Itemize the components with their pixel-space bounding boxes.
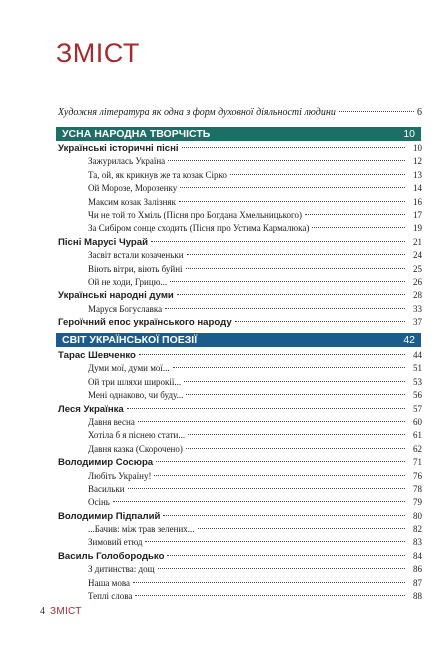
- toc-work-entry[interactable]: [58, 363, 422, 374]
- toc-work-entry[interactable]: [58, 223, 422, 234]
- section-title: СВІТ УКРАЇНСЬКОЇ ПОЕЗІЇ: [62, 334, 198, 346]
- section-page: 10: [403, 128, 415, 140]
- toc-entry-page: 21: [413, 236, 422, 247]
- toc-entry-page: 44: [413, 350, 422, 360]
- toc-work-entry[interactable]: [58, 444, 422, 455]
- dot-leader: [151, 241, 405, 242]
- toc-entry-title: Зажурилась Україна: [88, 156, 166, 167]
- toc-entry-page: 19: [413, 223, 422, 234]
- toc-author-entry[interactable]: [58, 404, 422, 415]
- section-list-poetry: [58, 350, 422, 604]
- toc-entry-page: 79: [413, 497, 422, 508]
- toc-entry-title: Ой три шляхи широкії...: [88, 376, 182, 387]
- toc-entry-title: Наша мова: [88, 577, 130, 588]
- toc-author-entry[interactable]: [58, 457, 422, 468]
- toc-work-entry[interactable]: [58, 183, 422, 194]
- toc-entry-page: 61: [413, 430, 422, 441]
- toc-entry-page: 86: [413, 564, 422, 575]
- toc-work-entry[interactable]: [58, 390, 422, 401]
- toc-work-entry[interactable]: [58, 264, 422, 275]
- toc-entry-page: 12: [413, 156, 422, 167]
- dot-leader: [305, 214, 405, 215]
- toc-entry-title: Засвіт встали козаченьки: [88, 250, 184, 261]
- toc-entry-page: 71: [413, 457, 422, 468]
- toc-work-entry[interactable]: [58, 417, 422, 428]
- section-list-folk: [58, 143, 422, 330]
- footer-page-number: 4: [40, 606, 45, 617]
- dot-leader: [186, 394, 405, 395]
- toc-entry-page: 24: [413, 250, 422, 261]
- dot-leader: [139, 354, 405, 355]
- toc-author-entry[interactable]: [58, 350, 422, 361]
- toc-work-entry[interactable]: [58, 564, 422, 575]
- toc-entry-page: 56: [413, 390, 422, 401]
- toc-entry-title: Чи не той то Хміль (Пісня про Богдана Хмельницького): [88, 209, 302, 220]
- dot-leader: [128, 488, 405, 489]
- toc-work-entry[interactable]: [58, 197, 422, 208]
- toc-entry-page: 87: [413, 577, 422, 588]
- toc-entry-title: Героїчний епос українського народу: [58, 317, 232, 329]
- dot-leader: [198, 528, 405, 529]
- dot-leader: [158, 568, 405, 569]
- toc-entry-page: 53: [413, 376, 422, 387]
- toc-work-entry[interactable]: [58, 484, 422, 495]
- dot-leader: [186, 268, 405, 269]
- toc-entry-title: Давня казка (Скорочено): [88, 443, 183, 454]
- toc-entry-page: 76: [413, 470, 422, 481]
- dot-leader: [188, 434, 405, 435]
- toc-entry-title: Маруся Богуславка: [88, 303, 163, 314]
- dot-leader: [154, 475, 405, 476]
- toc-entry-page: 83: [413, 537, 422, 548]
- toc-entry-title: ...Бачив: між трав зелених...: [88, 524, 195, 535]
- toc-entry-title: Ой Морозе, Морозенку: [88, 183, 178, 194]
- toc-entry-page: 26: [413, 276, 422, 287]
- toc-entry-page: 37: [413, 317, 422, 328]
- toc-entry-title: Осінь: [88, 497, 110, 508]
- toc-work-entry[interactable]: [58, 471, 422, 482]
- toc-entry-page: 14: [413, 183, 422, 194]
- dot-leader: [127, 408, 405, 409]
- toc-entry-title: Володимир Підпалий: [58, 510, 161, 522]
- toc-author-entry[interactable]: [58, 511, 422, 522]
- toc-entry-page: 78: [413, 483, 422, 494]
- dot-leader: [186, 448, 405, 449]
- dot-leader: [133, 582, 405, 583]
- toc-work-entry[interactable]: [58, 591, 422, 602]
- toc-work-entry[interactable]: [58, 156, 422, 167]
- toc-work-entry[interactable]: [58, 497, 422, 508]
- footer-label: ЗМІСТ: [50, 606, 82, 617]
- dot-leader: [312, 227, 405, 228]
- dot-leader: [182, 147, 405, 148]
- toc-author-entry[interactable]: [58, 551, 422, 562]
- dot-leader: [145, 541, 405, 542]
- toc-entry-page: 28: [413, 290, 422, 301]
- dot-leader: [179, 201, 405, 202]
- toc-entry-page: 16: [413, 196, 422, 207]
- toc-entry-page: 25: [413, 263, 422, 274]
- toc-work-entry[interactable]: [58, 277, 422, 288]
- dot-leader: [235, 321, 405, 322]
- toc-entry-page: 51: [413, 363, 422, 374]
- toc-entry-title: За Сибіром сонце сходить (Пісня про Устима Кармалюка): [88, 223, 310, 234]
- toc-entry-title: Думи мої, думи мої...: [88, 363, 170, 374]
- section-page: 42: [403, 334, 415, 346]
- page-footer: [40, 606, 82, 617]
- toc-work-entry[interactable]: [58, 430, 422, 441]
- toc-work-entry[interactable]: [58, 537, 422, 548]
- section-title: УСНА НАРОДНА ТВОРЧІСТЬ: [62, 128, 211, 140]
- dot-leader: [138, 421, 405, 422]
- toc-entry-title: Хотіла б я піснею стати...: [88, 430, 186, 441]
- toc-entry-page: 88: [413, 591, 422, 602]
- intro-entry-page: 6: [417, 107, 422, 118]
- toc-entry-title: Василь Голобородько: [58, 550, 165, 562]
- dot-leader: [113, 501, 405, 502]
- toc-entry-page: 33: [413, 303, 422, 314]
- toc-entry-title: Тарас Шевченко: [58, 350, 136, 361]
- toc-entry-title: Давня весна: [88, 416, 135, 427]
- toc-entry-page: 62: [413, 443, 422, 454]
- section-header-poetry[interactable]: [56, 333, 421, 347]
- toc-entry-title: Віють вітри, віють буйні: [88, 263, 183, 274]
- toc-work-entry[interactable]: [58, 250, 422, 261]
- toc-entry-page: 84: [413, 550, 422, 561]
- toc-work-entry[interactable]: [58, 304, 422, 315]
- section-header-folk[interactable]: [56, 127, 421, 141]
- toc-entry-title: Любіть Україну!: [88, 470, 152, 481]
- dot-leader: [184, 381, 405, 382]
- toc-work-entry[interactable]: [58, 377, 422, 388]
- toc-entry-page: 10: [413, 143, 422, 153]
- toc-entry-title: Леся Українка: [58, 403, 124, 415]
- toc-entry-page: 60: [413, 416, 422, 427]
- dot-leader: [135, 595, 405, 596]
- toc-entry-title: Максим козак Залізняк: [88, 196, 176, 207]
- dot-leader: [187, 254, 405, 255]
- intro-entry[interactable]: [58, 107, 422, 118]
- toc-entry-title: Мені однаково, чи буду...: [88, 390, 184, 401]
- dot-leader: [173, 367, 405, 368]
- toc-entry-page: 13: [413, 169, 422, 180]
- dot-leader: [180, 187, 405, 188]
- toc-entry-title: Пісні Марусі Чурай: [58, 236, 149, 248]
- toc-entry-title: Українські народні думи: [58, 290, 174, 302]
- toc-author-entry[interactable]: [58, 317, 422, 328]
- toc-entry-title: Васильки: [88, 483, 125, 494]
- dot-leader: [339, 111, 414, 112]
- dot-leader: [170, 281, 405, 282]
- toc-entry-title: Та, ой, як крикнув же та козак Сірко: [88, 169, 227, 180]
- page-title: ЗМІСТ: [56, 38, 140, 68]
- dot-leader: [165, 308, 405, 309]
- toc-work-entry[interactable]: [58, 524, 422, 535]
- dot-leader: [230, 174, 405, 175]
- toc-entry-page: 80: [413, 510, 422, 521]
- toc-work-entry[interactable]: [58, 170, 422, 181]
- toc-work-entry[interactable]: [58, 578, 422, 589]
- dot-leader: [163, 515, 405, 516]
- toc-entry-page: 17: [413, 209, 422, 220]
- dot-leader: [156, 461, 405, 462]
- toc-entry-page: 57: [413, 403, 422, 414]
- dot-leader: [167, 555, 405, 556]
- toc-entry-title: Українські історичні пісні: [58, 143, 179, 154]
- toc-entry-title: Зимовий етюд: [88, 537, 143, 548]
- toc-entry-title: Теплі слова: [88, 591, 133, 602]
- toc-author-entry[interactable]: [58, 290, 422, 301]
- toc-entry-title: Володимир Сосюра: [58, 457, 154, 469]
- toc-entry-page: 82: [413, 524, 422, 535]
- toc-author-entry[interactable]: [58, 143, 422, 154]
- toc-entry-title: З дитинства: дощ: [88, 564, 155, 575]
- toc-author-entry[interactable]: [58, 237, 422, 248]
- dot-leader: [177, 294, 405, 295]
- dot-leader: [168, 160, 405, 161]
- toc-entry-title: Ой не ходи, Грицю...: [88, 276, 168, 287]
- intro-entry-title: Художня література як одна з форм духовної діяльності людини: [58, 107, 336, 118]
- toc-work-entry[interactable]: [58, 210, 422, 221]
